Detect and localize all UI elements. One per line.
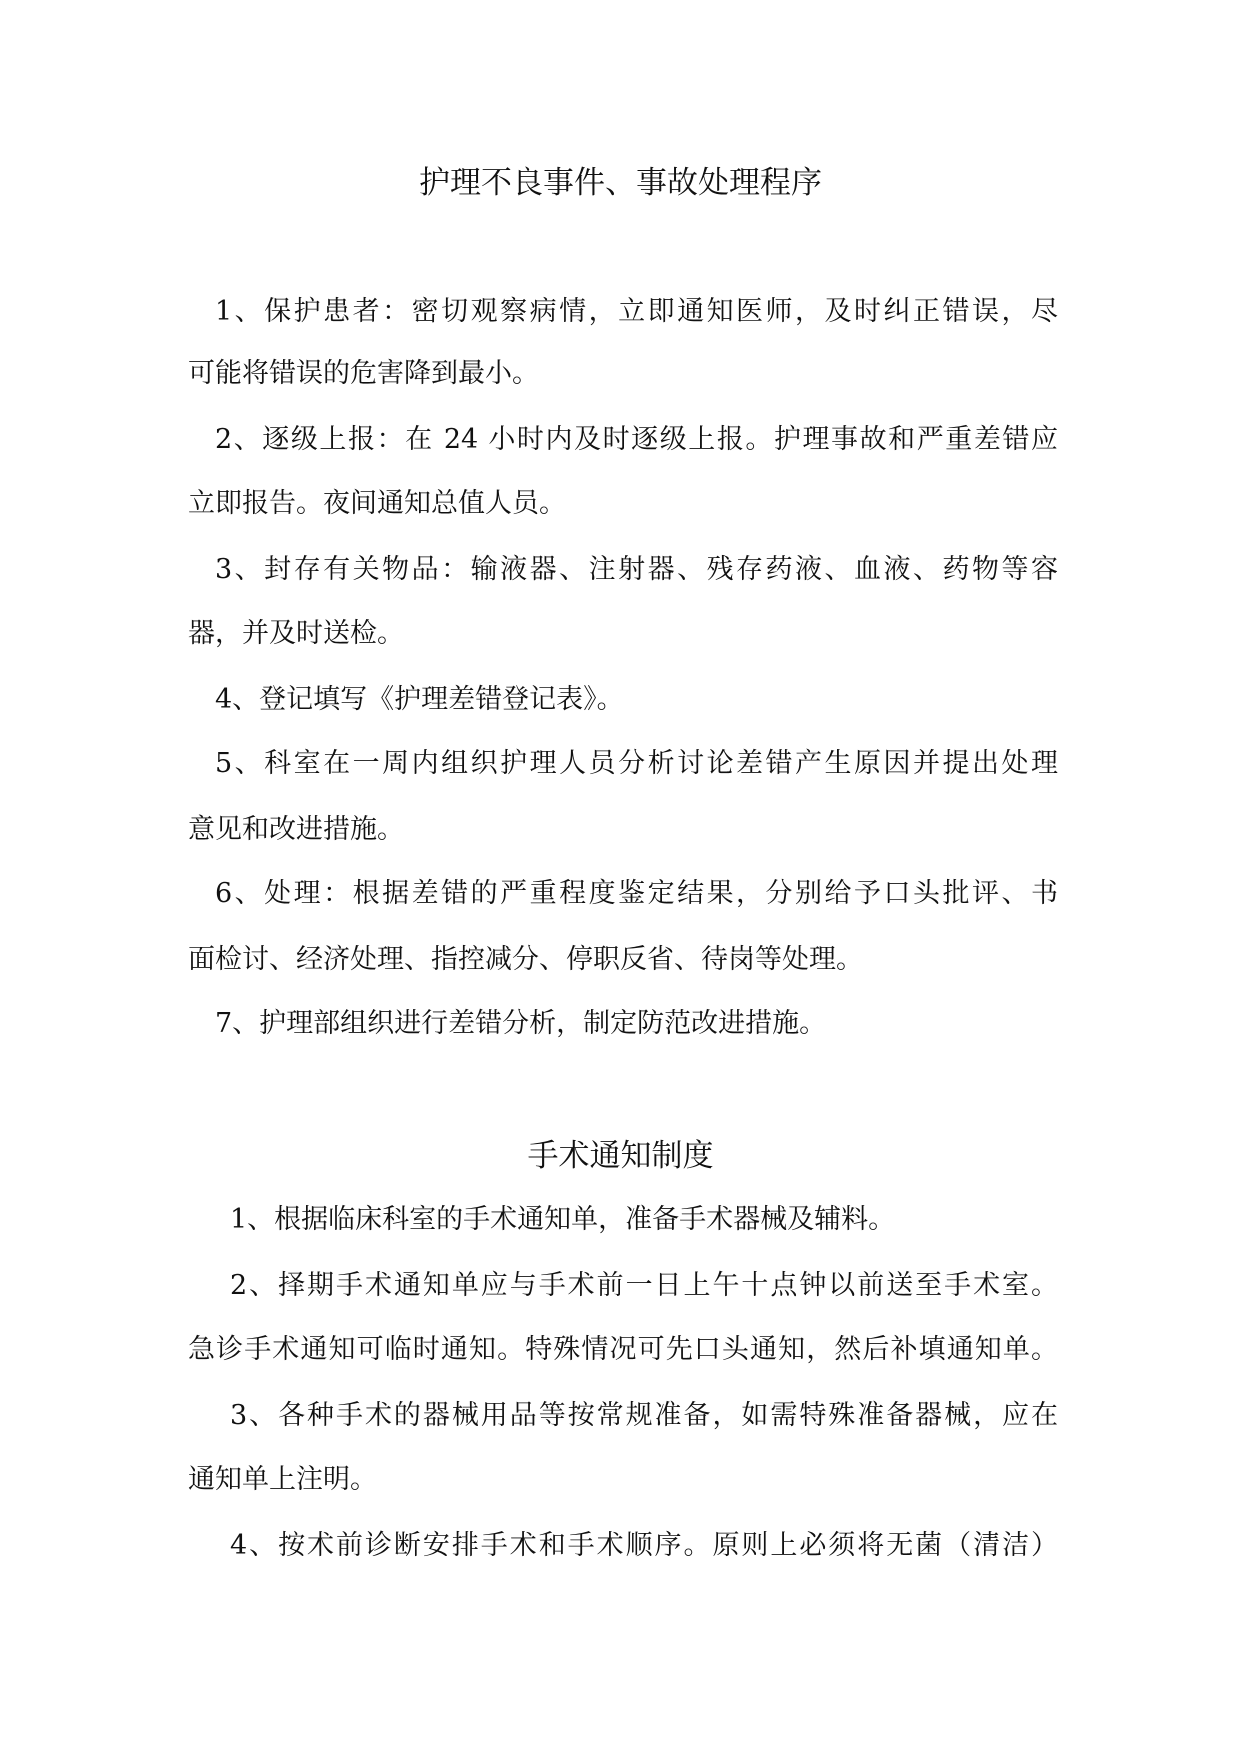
- paragraph-line: 器，并及时送检。: [188, 618, 404, 649]
- section-title-surgery-notice: 手术通知制度: [527, 1138, 714, 1174]
- paragraph-line: 7、护理部组织进行差错分析，制定防范改进措施。: [215, 1008, 827, 1039]
- paragraph-line: 2、择期手术通知单应与手术前一日上午十点钟以前送至手术室。: [230, 1270, 1058, 1301]
- paragraph-line: 3、封存有关物品：输液器、注射器、残存药液、血液、药物等容: [215, 554, 1058, 585]
- paragraph-line: 6、处理：根据差错的严重程度鉴定结果，分别给予口头批评、书: [215, 878, 1058, 909]
- paragraph-line: 4、登记填写《护理差错登记表》。: [215, 684, 624, 715]
- paragraph-line: 1、保护患者：密切观察病情，立即通知医师，及时纠正错误，尽: [215, 296, 1058, 327]
- paragraph-line: 2、逐级上报：在 24 小时内及时逐级上报。护理事故和严重差错应: [215, 424, 1058, 455]
- paragraph-line: 急诊手术通知可临时通知。特殊情况可先口头通知，然后补填通知单。: [188, 1334, 1058, 1365]
- paragraph-line: 可能将错误的危害降到最小。: [188, 358, 539, 389]
- paragraph-line: 意见和改进措施。: [188, 814, 404, 845]
- paragraph-line: 通知单上注明。: [188, 1464, 377, 1495]
- section-title-adverse-events: 护理不良事件、事故处理程序: [419, 165, 822, 201]
- paragraph-line: 面检讨、经济处理、指控减分、停职反省、待岗等处理。: [188, 944, 863, 975]
- paragraph-line: 1、根据临床科室的手术通知单，准备手术器械及辅料。: [230, 1204, 896, 1235]
- paragraph-line: 3、各种手术的器械用品等按常规准备，如需特殊准备器械，应在: [230, 1400, 1058, 1431]
- paragraph-line: 4、按术前诊断安排手术和手术顺序。原则上必须将无菌（清洁）: [230, 1530, 1058, 1561]
- paragraph-line: 立即报告。夜间通知总值人员。: [188, 488, 566, 519]
- paragraph-line: 5、科室在一周内组织护理人员分析讨论差错产生原因并提出处理: [215, 748, 1058, 779]
